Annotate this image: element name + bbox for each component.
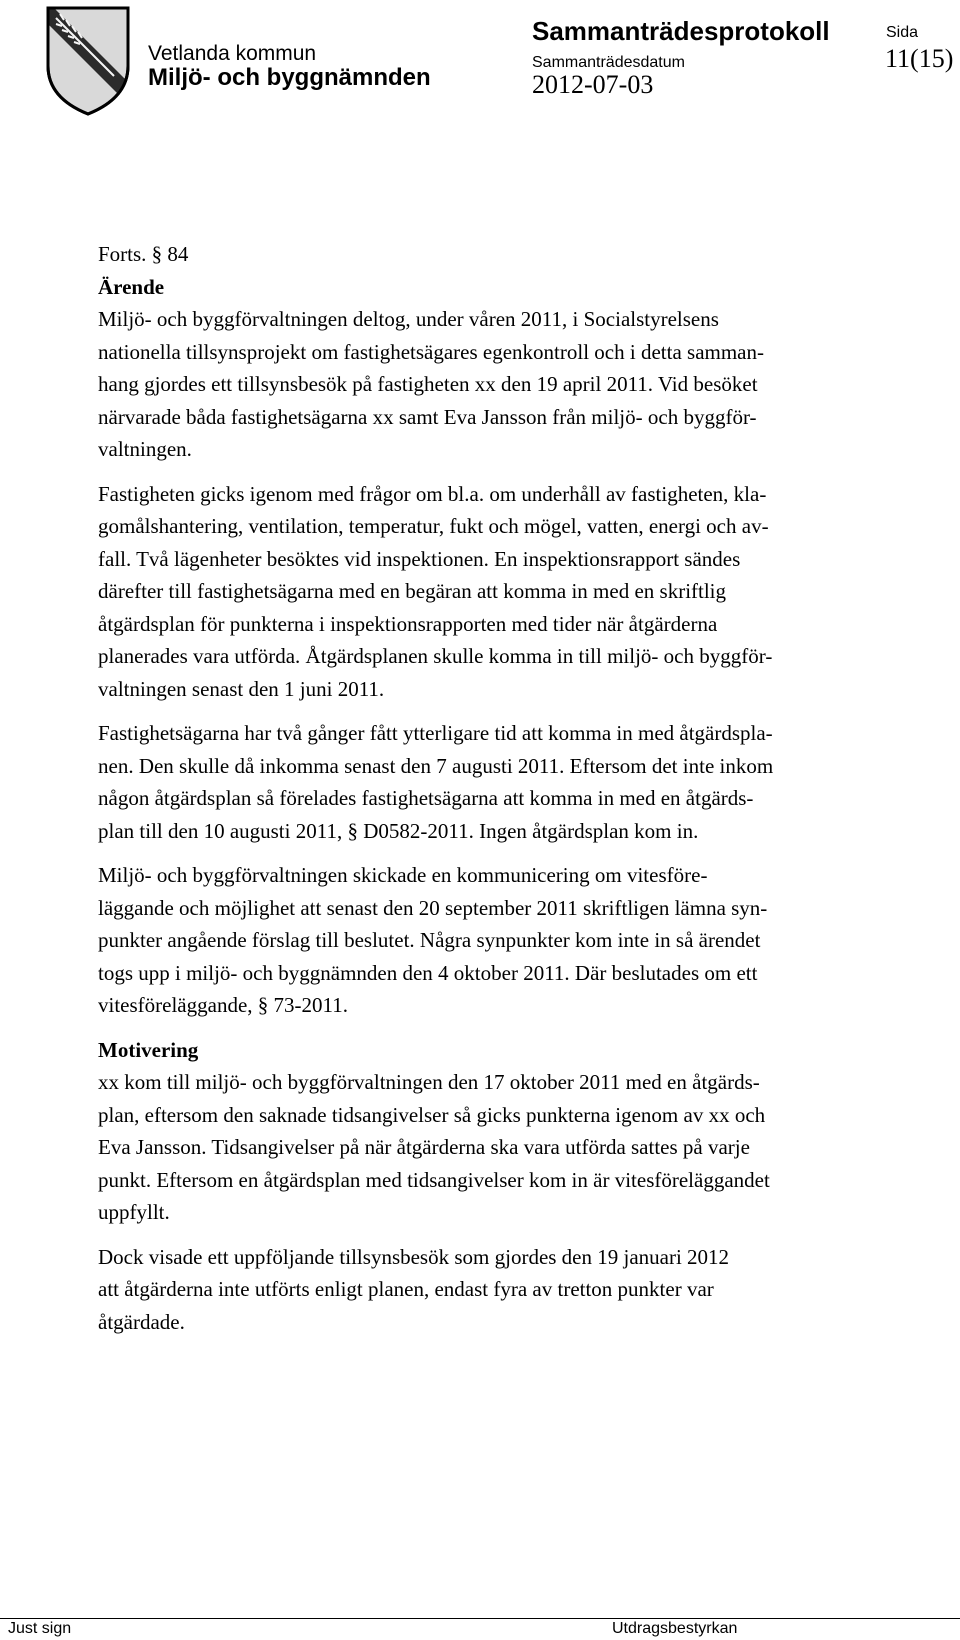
signature-label: Just sign [8,1620,72,1637]
text-line: hang gjordes ett tillsynsbesök på fastigheten xx den 19 april 2011. Vid besöket [98,372,758,396]
text-line: därefter till fastighetsägarna med en begäran att komma in med en skriftlig [98,579,727,603]
board-name: Miljö- och byggnämnden [148,64,431,91]
text-line: Miljö- och byggförvaltningen deltog, under våren 2011, i Socialstyrelsens [98,307,719,331]
page-number: 11(15) [885,44,954,73]
text-line: Fastigheten gicks igenom med frågor om bl.a. om underhåll av fastigheten, kla- [98,481,767,506]
text-line: uppfyllt. [98,1200,170,1224]
text-line: nen. Den skulle då inkomma senast den 7 augusti 2011. Eftersom det inte inkom [98,753,774,778]
paragraph [98,1066,928,1229]
paragraph [98,1241,928,1339]
paragraph [98,478,928,706]
text-line: vitesföreläggande, § 73-2011. [98,993,348,1017]
continuation-note: Forts. § 84 [98,242,189,266]
municipal-coat-of-arms-icon [44,4,132,116]
text-line: att åtgärderna inte utförts enligt planen, endast fyra av tretton punkter var [98,1277,714,1301]
text-line: valtningen. [98,437,192,461]
footer-divider [0,1618,960,1619]
extract-certification-label: Utdragsbestyrkan [612,1620,738,1637]
text-line: någon åtgärdsplan så förelades fastighetsägarna att komma in med en åtgärds- [98,786,754,810]
paragraph [98,303,928,466]
paragraph [98,859,928,1022]
text-line: närvarade båda fastighetsägarna xx samt Eva Jansson från miljö- och byggför- [98,404,757,429]
text-line: gomålshantering, ventilation, temperatur, fukt och mögel, vatten, energi och av- [98,514,769,538]
text-line: xx kom till miljö- och byggförvaltningen den 17 oktober 2011 med en åtgärds- [98,1070,760,1094]
text-line: läggande och möjlighet att senast den 20 september 2011 skriftligen lämna syn- [98,895,768,920]
text-line: punkter angående förslag till beslutet. Några synpunkter kom inte in så ärendet [98,928,761,952]
text-line: fall. Två lägenheter besöktes vid inspektionen. En inspektionsrapport sändes [98,546,741,571]
text-line: Dock visade ett uppföljande tillsynsbesök som gjordes den 19 januari 2012 [98,1244,730,1269]
arende-section [98,303,928,1022]
text-line: åtgärdsplan för punkterna i inspektionsrapporten med tider när åtgärderna [98,611,718,636]
text-line: åtgärdade. [98,1309,185,1334]
text-line: plan, eftersom den saknade tidsangivelser så gicks punkterna igenom av xx och [98,1102,766,1127]
organization-name: Vetlanda kommun [148,42,317,65]
text-line: plan till den 10 augusti 2011, § D0582-2011. Ingen åtgärdsplan kom in. [98,818,699,843]
text-line: valtningen senast den 1 juni 2011. [98,676,385,701]
document-body [98,238,928,1338]
motivering-section [98,1066,928,1338]
heading-motivering: Motivering [98,1037,199,1062]
text-line: togs upp i miljö- och byggnämnden den 4 oktober 2011. Där beslutades om ett [98,960,758,985]
text-line: planerades vara utförda. Åtgärdsplanen skulle komma in till miljö- och byggför- [98,644,773,668]
page-label: Sida [886,24,919,41]
paragraph [98,717,928,847]
heading-arende: Ärende [98,274,165,299]
text-line: Miljö- och byggförvaltningen skickade en kommunicering om vitesföre- [98,863,708,887]
meeting-date-label: Sammanträdesdatum [532,54,685,71]
text-line: Eva Jansson. Tidsangivelser på när åtgärderna ska vara utförda sattes på varje [98,1135,750,1159]
text-line: Fastighetsägarna har två gånger fått ytterligare tid att komma in med åtgärdspla- [98,721,773,745]
text-line: nationella tillsynsprojekt om fastighetsägares egenkontroll och i detta samman- [98,339,764,364]
meeting-date-value: 2012-07-03 [532,70,654,99]
document-title: Sammanträdesprotokoll [532,16,830,46]
text-line: punkt. Eftersom en åtgärdsplan med tidsangivelser kom in är vitesföreläggandet [98,1167,770,1192]
